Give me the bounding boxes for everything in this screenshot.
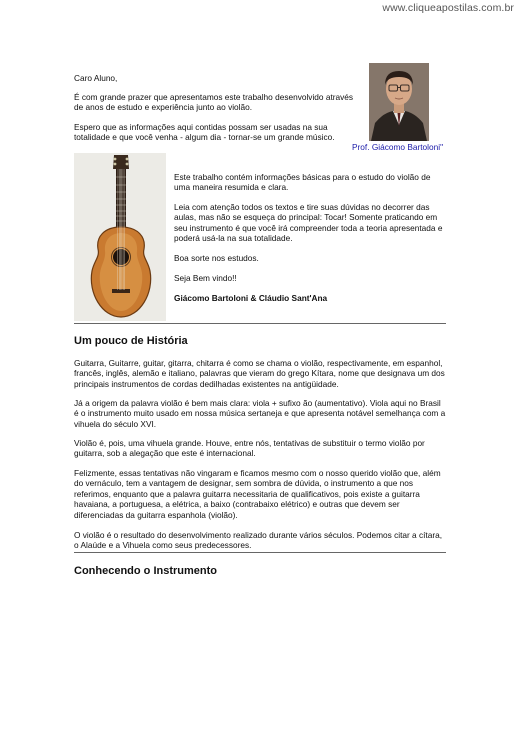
letter-intro-paragraph: Espero que as informações aqui contidas possam ser usadas na sua totalidade e que você venha - algum dia - tornar-se um grande músico.	[74, 122, 335, 143]
photo-caption: Prof. Giácomo Bartoloni"	[352, 142, 444, 152]
intro-side-paragraph: Boa sorte nos estudos.	[174, 253, 259, 263]
history-paragraph: Felizmente, essas tentativas não vingaram e ficamos mesmo com o nosso querido violão que, além do vernáculo, tem a vantagem de designar, sem sombra de dúvida, o instrumento a que nos referimos, enquanto que a palavra guitarra necessitaria de qualificativos, pois existe a guitarra havaiana, a portuguesa, a elétrica, a baixo (contrabaixo elétrico) e outras que devem ser diferenciadas da guitarra espanhola (violão).	[74, 468, 441, 520]
site-watermark: www.cliqueapostilas.com.br	[382, 2, 514, 14]
intro-side-paragraph: Seja Bem vindo!!	[174, 273, 237, 283]
history-paragraph: Violão é, pois, uma vihuela grande. Houve, entre nós, tentativas de substituir o termo violão por guitarra, sob a alegação que este é internacional.	[74, 438, 425, 459]
section-divider	[74, 323, 446, 324]
history-paragraph: Guitarra, Guitarre, guitar, gitarra, chitarra é como se chama o violão, respectivamente, em espanhol, francês, inglês, alemão e italiano, palavras que vieram do grego Kítara, nome que designava um dos principais instrumentos de cordas dedilhadas existentes na antigüidade.	[74, 358, 445, 389]
history-heading: Um pouco de História	[74, 335, 188, 347]
intro-side-paragraph: Este trabalho contém informações básicas para o estudo do violão de uma maneira resumida e clara.	[174, 172, 431, 193]
authors-signature: Giácomo Bartoloni & Cláudio Sant'Ana	[174, 293, 328, 303]
letter-greeting: Caro Aluno,	[74, 73, 118, 83]
guitar-illustration	[74, 153, 166, 321]
author-photo	[369, 63, 429, 141]
history-paragraph: O violão é o resultado do desenvolvimento realizado durante vários séculos. Podemos citar a cítara, o Alaúde e a Vihuela como seus predecessores.	[74, 530, 443, 551]
instrument-heading: Conhecendo o Instrumento	[74, 565, 217, 577]
intro-side-paragraph: Leia com atenção todos os textos e tire suas dúvidas no decorrer das aulas, mas não se esqueça do principal: Tocar! Somente praticando em seu instrumento é que você irá compreender toda a teoria apresentada e poderá usá-la na sua totalidade.	[174, 202, 443, 244]
section-divider	[74, 552, 446, 553]
history-paragraph: Já a origem da palavra violão é bem mais clara: viola + sufixo ão (aumentativo). Viola aqui no Brasil é o instrumento muito usado em nossa música sertaneja e que apresenta notável semelhança com a vihuela do século XVI.	[74, 398, 446, 429]
portrait-illustration	[369, 63, 429, 141]
letter-intro-paragraph: É com grande prazer que apresentamos este trabalho desenvolvido através de anos de estudo e experiência junto ao violão.	[74, 92, 354, 113]
guitar-image	[74, 153, 166, 321]
